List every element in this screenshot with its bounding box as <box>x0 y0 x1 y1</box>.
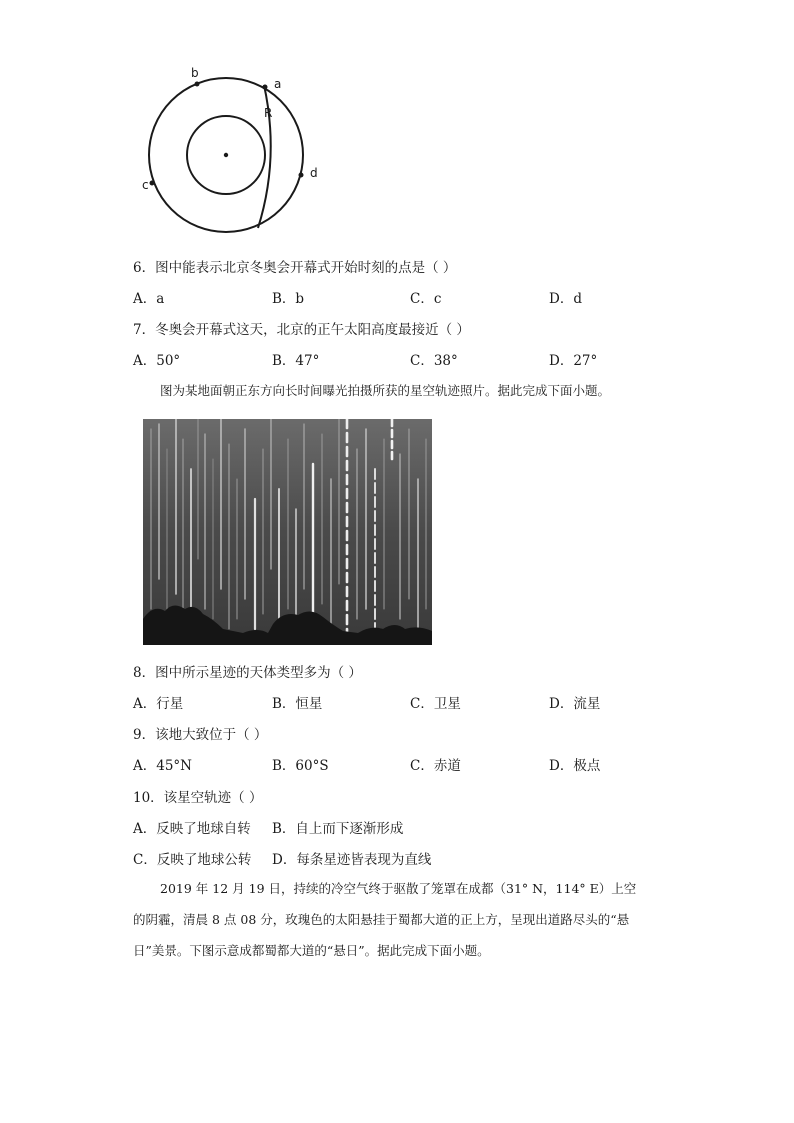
point-c-dot <box>150 181 155 186</box>
q7-option-d: D．27° <box>549 353 598 369</box>
chengdu-intro-line-1: 2019 年 12 月 19 日，持续的冷空气终于驱散了笼罩在成都（31° N，114° E）上空 <box>160 881 637 896</box>
point-b-dot <box>195 82 200 87</box>
star-trail-intro: 图为某地面朝正东方向长时间曝光拍摄所获的星空轨迹照片。据此完成下面小题。 <box>160 383 611 398</box>
q10-option-a: A．反映了地球自转 <box>133 821 251 837</box>
label-r: R <box>264 106 273 120</box>
chengdu-intro-line-3: 日”美景。下图示意成都蜀都大道的“悬日”。据此完成下面小题。 <box>133 943 490 958</box>
q6-option-c: C．c <box>410 291 442 307</box>
q6-option-a: A．a <box>133 291 165 307</box>
label-d: d <box>310 166 318 180</box>
earth-illumination-diagram <box>140 68 340 238</box>
q8-option-a: A．行星 <box>133 696 184 712</box>
question-6-stem: 6．图中能表示北京冬奥会开幕式开始时刻的点是（ ） <box>133 260 457 276</box>
question-7-stem: 7．冬奥会开幕式这天，北京的正午太阳高度最接近（ ） <box>133 322 470 338</box>
q10-option-b: B．自上而下逐渐形成 <box>272 821 404 837</box>
q9-option-a: A．45°N <box>133 758 192 774</box>
star-trail-photo <box>143 419 432 645</box>
question-10-stem: 10．该星空轨迹（ ） <box>133 790 263 806</box>
diagram-svg <box>140 68 340 238</box>
q6-option-b: B．b <box>272 291 305 307</box>
q7-option-c: C．38° <box>410 353 458 369</box>
point-a-dot <box>263 85 268 90</box>
q8-option-b: B．恒星 <box>272 696 323 712</box>
star-trail-svg <box>143 419 432 645</box>
point-d-dot <box>299 173 304 178</box>
q6-option-d: D．d <box>549 291 582 307</box>
q9-option-c: C．赤道 <box>410 758 461 774</box>
center-dot <box>224 153 228 157</box>
q8-option-d: D．流星 <box>549 696 601 712</box>
label-a: a <box>274 77 282 91</box>
chengdu-intro-line-2: 的阴霾，清晨 8 点 08 分，玫瑰色的太阳悬挂于蜀都大道的正上方，呈现出道路尽头的“悬 <box>133 912 630 927</box>
label-c: c <box>142 178 149 192</box>
q7-option-b: B．47° <box>272 353 320 369</box>
q10-option-c: C．反映了地球公转 <box>133 852 252 868</box>
question-9-stem: 9．该地大致位于（ ） <box>133 727 268 743</box>
label-b: b <box>191 66 199 80</box>
question-8-stem: 8．图中所示星迹的天体类型多为（ ） <box>133 665 362 681</box>
q7-option-a: A．50° <box>133 353 181 369</box>
q8-option-c: C．卫星 <box>410 696 461 712</box>
q9-option-b: B．60°S <box>272 758 329 774</box>
q9-option-d: D．极点 <box>549 758 601 774</box>
q10-option-d: D．每条星迹皆表现为直线 <box>272 852 432 868</box>
